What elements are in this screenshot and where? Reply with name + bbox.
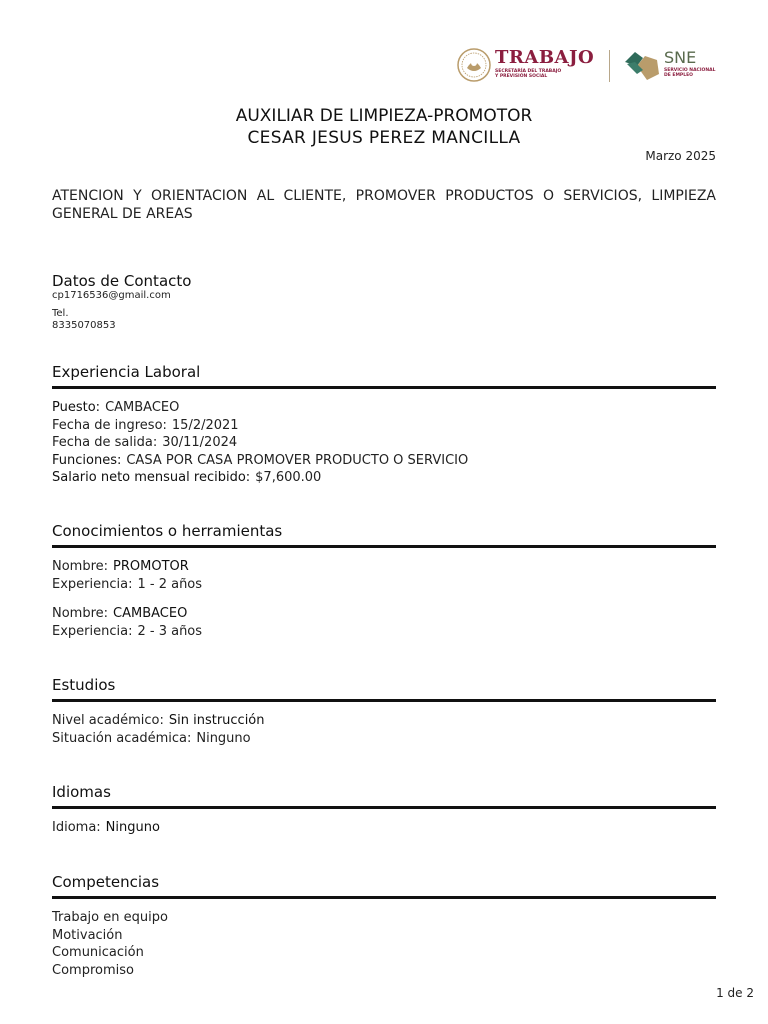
funciones-label: Funciones: (52, 452, 122, 468)
sne-logo (621, 46, 721, 84)
header-logos (455, 46, 720, 84)
nivel-label: Nivel académico: (52, 713, 164, 728)
experience-section (52, 362, 716, 487)
page-number: 1 de 2 (716, 986, 754, 1000)
trabajo-logo (455, 46, 603, 84)
competencies-section-title: Competencias (52, 873, 160, 891)
skills-section (52, 521, 716, 640)
studies-nivel (52, 712, 716, 730)
languages-section-title: Idiomas (52, 783, 111, 801)
studies-section (52, 675, 716, 747)
experience-salida (52, 434, 716, 452)
competency-item: Motivación (52, 927, 123, 943)
language-item (52, 819, 716, 837)
ingreso-value: 15/2/2021 (171, 417, 239, 433)
salario-label: Salario neto mensual recibido: (52, 470, 251, 485)
contact-section-title: Datos de Contacto (52, 272, 192, 290)
languages-section (52, 782, 716, 837)
sne-handshake-icon (623, 48, 661, 82)
professional-summary: ATENCION Y ORIENTACION AL CLIENTE, PROMOVER PRODUCTOS O SERVICIOS, LIMPIEZA GENERAL DE AREAS (52, 188, 716, 222)
skill-nombre-label: Nombre: (52, 559, 109, 574)
skills-section-title: Conocimientos o herramientas (52, 522, 283, 540)
skill-nombre (52, 605, 716, 623)
competency-item: Compromiso (52, 962, 134, 978)
candidate-name: CESAR JESUS PEREZ MANCILLA (247, 128, 521, 148)
skill-exp-value: 1 - 2 años (137, 576, 203, 592)
contact-email: cp1716536@gmail.com (52, 290, 171, 301)
document-date: Marzo 2025 (645, 149, 716, 163)
contact-tel: 8335070853 (52, 320, 116, 331)
studies-situacion (52, 730, 716, 748)
skill-experiencia (52, 576, 716, 594)
experience-puesto (52, 399, 716, 417)
sne-logo-subtitle: SERVICIO NACIONAL DE EMPLEO (664, 68, 716, 78)
skill-nombre-value: PROMOTOR (113, 559, 189, 574)
mexico-seal-icon (457, 48, 491, 82)
sne-logo-text: SNE (664, 48, 697, 67)
skill-nombre-value: CAMBACEO (113, 606, 188, 621)
puesto-label: Puesto: (52, 400, 101, 415)
skill-exp-value: 2 - 3 años (137, 623, 203, 639)
skill-exp-label: Experiencia: (52, 623, 133, 639)
skill-experiencia (52, 623, 716, 641)
skill-nombre (52, 558, 716, 576)
studies-section-title: Estudios (52, 676, 116, 694)
puesto-value: CAMBACEO (105, 400, 180, 415)
idioma-value: Ninguno (105, 820, 160, 835)
salida-value: 30/11/2024 (162, 435, 238, 450)
ingreso-label: Fecha de ingreso: (52, 417, 167, 433)
contact-tel-label: Tel. (52, 308, 69, 319)
situacion-value: Ninguno (196, 730, 251, 746)
competency-item: Trabajo en equipo (52, 910, 168, 925)
experience-section-title: Experiencia Laboral (52, 363, 201, 381)
experience-funciones (52, 452, 716, 470)
funciones-value: CASA POR CASA PROMOVER PRODUCTO O SERVICIO (126, 452, 469, 468)
experience-salario (52, 469, 716, 487)
salida-label: Fecha de salida: (52, 435, 158, 450)
trabajo-logo-text: TRABAJO (495, 47, 595, 68)
situacion-label: Situación académica: (52, 730, 192, 746)
skill-exp-label: Experiencia: (52, 576, 133, 592)
nivel-value: Sin instrucción (168, 713, 265, 728)
competencies-section (52, 872, 716, 979)
logo-divider (609, 50, 610, 82)
position-title: AUXILIAR DE LIMPIEZA-PROMOTOR (235, 106, 533, 126)
trabajo-logo-subtitle: SECRETARÍA DEL TRABAJO Y PREVISIÓN SOCIAL (495, 69, 562, 79)
salario-value: $7,600.00 (255, 470, 322, 485)
competency-item: Comunicación (52, 945, 144, 960)
skill-nombre-label: Nombre: (52, 606, 109, 621)
experience-ingreso (52, 417, 716, 435)
idioma-label: Idioma: (52, 820, 101, 835)
